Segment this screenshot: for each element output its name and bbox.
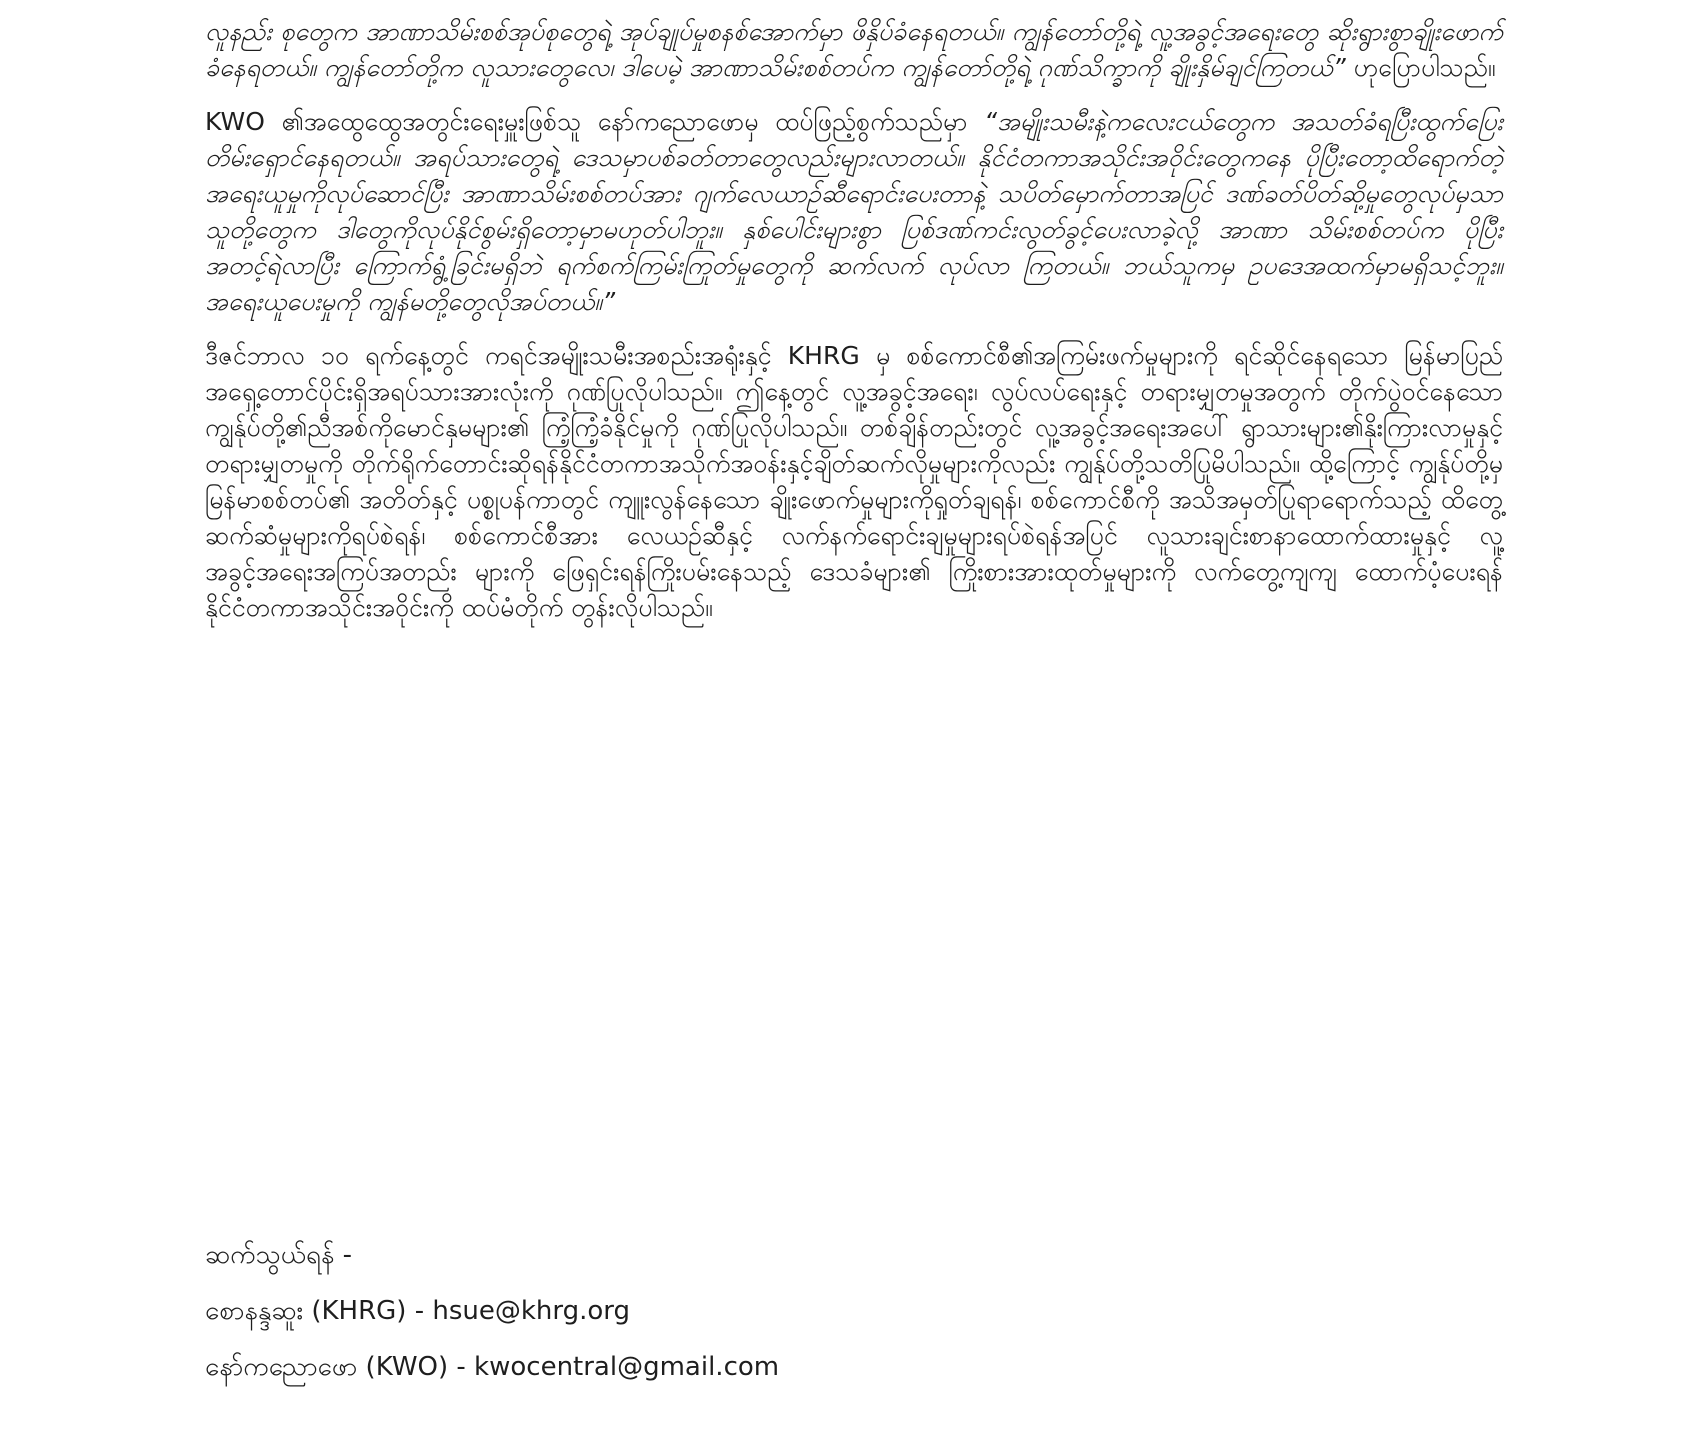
quote-text: လူနည်း စုတွေက အာဏာသိမ်းစစ်အုပ်စုတွေရဲ့ အုပ်ချုပ်မှုစနစ်အောက်မှာ ဖိနှိပ်ခံနေရတယ်။ ကျွန်တော်တို့ရဲ့ လူ့အခွင့်အရေးတွေ ဆိုးရွားစွာချိုးဖောက်ခံနေရတယ်။ ကျွန်တော်တို့က လူသားတွေလေ၊ ဒါပေမဲ့ အာဏာသိမ်းစစ်တပ်က ကျွန်တော်တို့ရဲ့ ဂုဏ်သိက္ခာကို ချိုးနှိမ်ချင်ကြတယ်”	[205, 17, 1503, 82]
contact-kwo: နော်ကညောဖော (KWO) - kwocentral@gmail.com	[205, 1352, 780, 1382]
paragraph-quote-2	[205, 104, 1503, 320]
contact-khrg: စောနန္ဒဆူး (KHRG) - hsue@khrg.org	[205, 1296, 631, 1326]
contacts-section	[205, 1238, 1503, 1384]
contacts-heading: ဆက်သွယ်ရန် -	[205, 1240, 352, 1270]
attribution-text: ဟုပြောပါသည်။	[1345, 53, 1496, 82]
quote-text: “အမျိုးသမီးနဲ့ကလေးငယ်တွေက အသတ်ခံရပြီးထွက်ပြေးတိမ်းရှောင်နေရတယ်။ အရပ်သားတွေရဲ့ ဒေသမှာပစ်ခတ်တာတွေလည်းများလာတယ်။ နိုင်ငံတကာအသိုင်းအဝိုင်းတွေကနေ ပိုပြီးတော့ထိရောက်တဲ့အရေးယူမှုကိုလုပ်ဆောင်ပြီး အာဏာသိမ်းစစ်တပ်အား ဂျက်လေယာဥ်ဆီရောင်းပေးတာနဲ့ သပိတ်မှောက်တာအပြင် ဒဏ်ခတ်ပိတ်ဆို့မှုတွေလုပ်မှသာ သူတို့တွေက ဒါတွေကိုလုပ်နိုင်စွမ်းရှိတော့မှာမဟုတ်ပါဘူး။ နှစ်ပေါင်းများစွာ ပြစ်ဒဏ်ကင်းလွတ်ခွင့်ပေးလာခဲ့လို့ အာဏာ သိမ်းစစ်တပ်က ပိုပြီးအတင့်ရဲလာပြီး ကြောက်ရွံ့ခြင်းမရှိဘဲ ရက်စက်ကြမ်းကြုတ်မှုတွေကို ဆက်လက် လုပ်လာ ကြတယ်။ ဘယ်သူကမှ ဥပဒေအထက်မှာမရှိသင့်ဘူး။ အရေးယူပေးမှုကို ကျွန်မတို့တွေလိုအပ်တယ်။”	[205, 107, 1503, 316]
document-body	[205, 14, 1503, 626]
paragraph-statement: ဒီဇင်ဘာလ ၁၀ ရက်နေ့တွင် ကရင်အမျိုးသမီးအစည်းအရုံးနှင့် KHRG မှ စစ်ကောင်စီ၏အကြမ်းဖက်မှုများကို ရင်ဆိုင်နေရသော မြန်မာပြည်အရှေ့တောင်ပိုင်းရှိအရပ်သားအားလုံးကို ဂုဏ်ပြုလိုပါသည်။ ဤနေ့တွင် လူ့အခွင့်အရေး၊ လွပ်လပ်ရေးနှင့် တရားမျှတမှုအတွက် တိုက်ပွဲဝင်နေသော ကျွန်ုပ်တို့၏ညီအစ်ကိုမောင်နှမများ၏ ကြံ့ကြံ့ခံနိုင်မှုကို ဂုဏ်ပြုလိုပါသည်။ တစ်ချိန်တည်းတွင် လူ့အခွင့်အရေးအပေါ် ရွာသားများ၏နိုးကြားလာမှုနှင့် တရားမျှတမှုကို တိုက်ရိုက်တောင်းဆိုရန်နိုင်ငံတကာအသိုက်အဝန်းနှင့်ချိတ်ဆက်လိုမှုများကိုလည်း ကျွန်ုပ်တို့သတိပြုမိပါသည်။ ထို့ကြောင့် ကျွန်ုပ်တို့မှ မြန်မာစစ်တပ်၏ အတိတ်နှင့် ပစ္စုပန်ကာတွင် ကျူးလွန်နေသော ချိုးဖောက်မှုများကိုရှုတ်ချရန်၊ စစ်ကောင်စီကို အသိအမှတ်ပြုရာရောက်သည့် ထိတွေ့ဆက်ဆံမှုများကိုရပ်စဲရန်၊ စစ်ကောင်စီအား လေယဉ်ဆီနှင့် လက်နက်ရောင်းချမှုများရပ်စဲရန်အပြင် လူသားချင်းစာနာထောက်ထားမှုနှင့် လူ့အခွင့်အရေးအကြပ်အတည်း များကို ဖြေရှင်းရန်ကြိုးပမ်းနေသည့် ဒေသခံများ၏ ကြိုးစားအားထုတ်မှုများကို လက်တွေ့ကျကျ ထောက်ပံ့ပေးရန် နိုင်ငံတကာအသိုင်းအဝိုင်းကို ထပ်မံတိုက် တွန်းလိုပါသည်။	[205, 341, 1503, 622]
speaker-intro: KWO ၏အထွေထွေအတွင်းရေးမှူးဖြစ်သူ နော်ကညောဖောမှ ထပ်ဖြည့်စွက်သည်မှာ	[205, 107, 985, 136]
paragraph-quote-1	[205, 14, 1503, 86]
